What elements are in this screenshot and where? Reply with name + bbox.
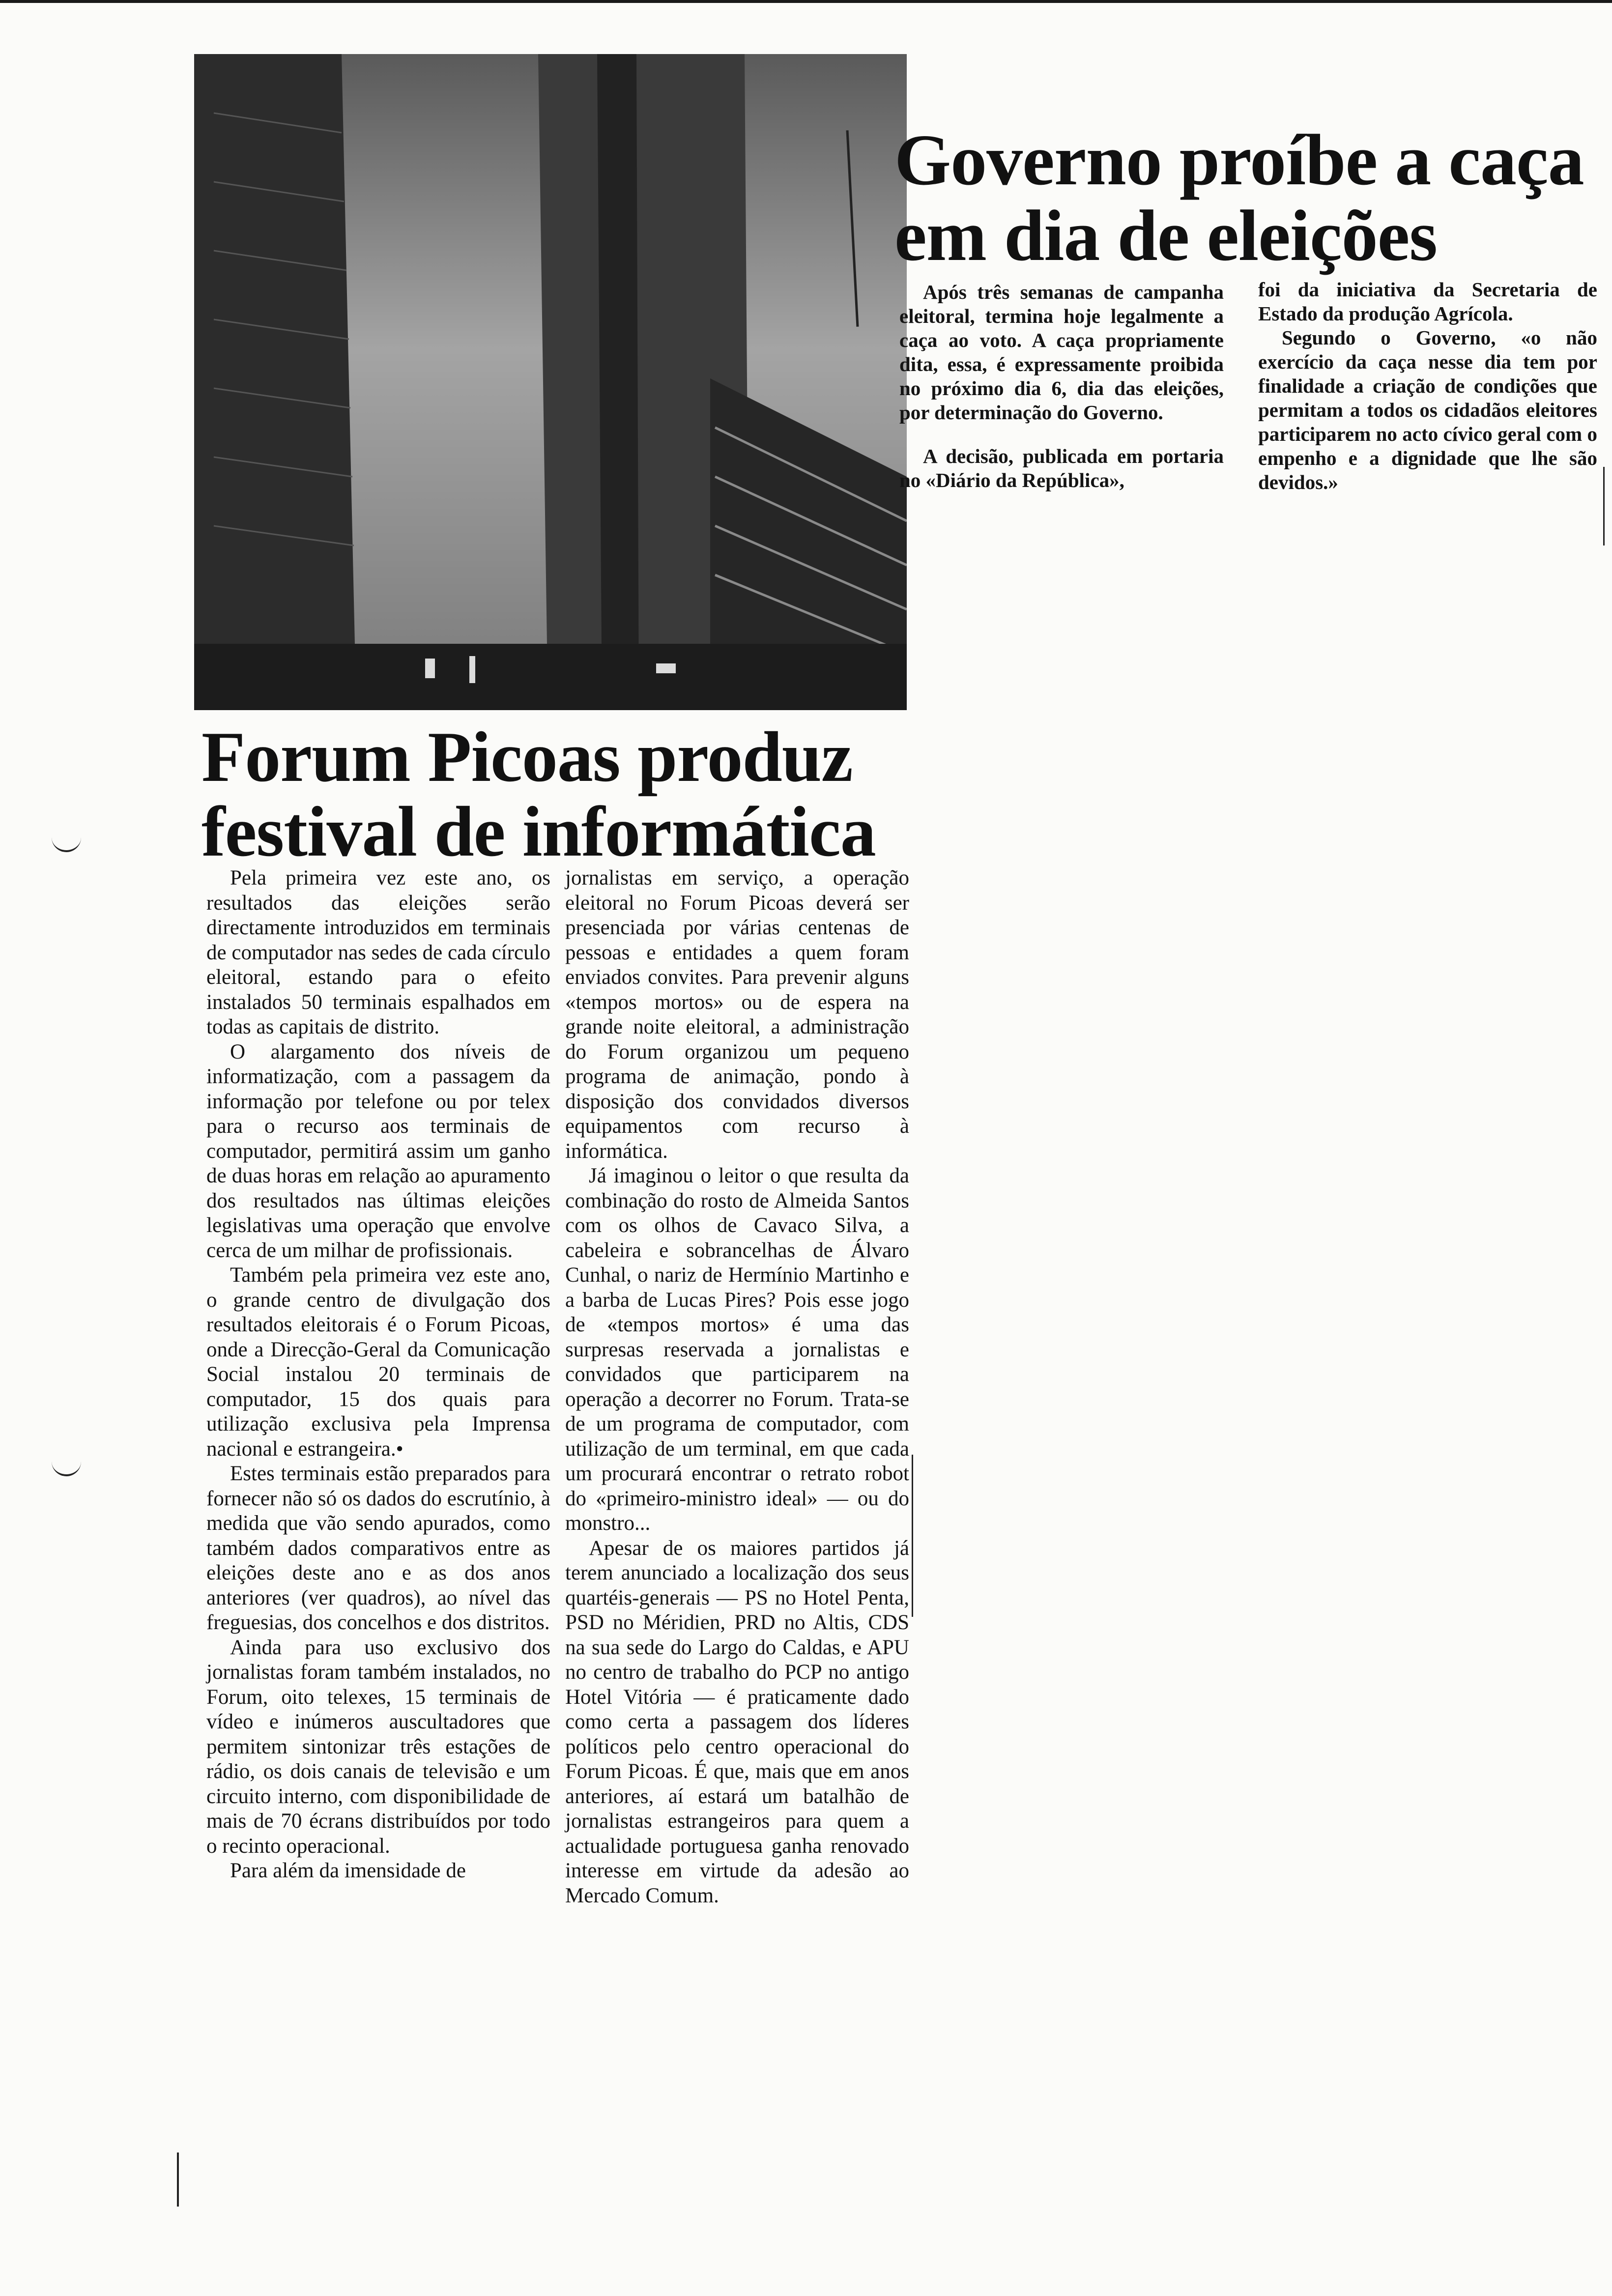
paragraph: Segundo o Governo, «o não exercício da caça nesse dia tem por finalidade a criação de condições que permitam a todos os cidadãos eleitores participarem no acto cívico geral com o empenho e a dignidade que lhe são devidos.» — [1258, 326, 1597, 493]
paragraph: jornalistas em serviço, a operação eleitoral no Forum Picoas deverá ser presenciada por várias centenas de pessoas e entidades a quem foram enviados convites. Para prevenir alguns «tempos mortos» ou de espera na grande noite eleitoral, a administração do Forum organizou um pequeno programa de animação, pondo à disposição dos convidados diversos equipamentos com recurso à informática. — [565, 866, 909, 1163]
page-top-border — [0, 0, 1612, 3]
paragraph: O alargamento dos níveis de informatização, com a passagem da informação por telefone ou por telex para o recurso aos terminais de computador, permitirá assim um ganho de duas horas em relação ao apuramento dos resultados nas últimas eleições legislativas uma operação que envolve cerca de um milhar de profissionais. — [206, 1040, 550, 1262]
headline-governo: Governo proíbe a caça em dia de eleições — [894, 120, 1584, 276]
paragraph: Estes terminais estão preparados para fornecer não só os dados do escrutínio, à medida que vão sendo apurados, como também dados comparativos entre as eleições deste ano e as dos anos anteriores (ver quadros), ao nível das freguesias, dos concelhos e dos distritos. — [206, 1462, 550, 1634]
building-illustration — [194, 54, 907, 710]
margin-mark — [177, 2152, 179, 2207]
paragraph: Já imaginou o leitor o que resulta da combinação do rosto de Almeida Santos com os olhos de Cavaco Silva, a cabeleira e sobrancelhas de Álvaro Cunhal, o nariz de Hermínio Martinho e a barba de Lucas Pires? Pois esse jogo de «tempos mortos» é uma das surpresas reservada a jornalistas e convidados que participarem na operação a decorrer no Forum. Trata-se de um programa de computador, com utilização de um terminal, em que cada um procurará encontrar o retrato robot do «primeiro-ministro ideal» — ou do monstro... — [565, 1164, 909, 1535]
column-rule — [912, 1455, 913, 1617]
article-forum-column-1 — [206, 866, 550, 1884]
article-governo-column-2 — [1258, 278, 1597, 494]
paragraph: foi da iniciativa da Secretaria de Estado da produção Agrícola. — [1258, 278, 1597, 325]
paragraph: Apesar de os maiores partidos já terem anunciado a localização dos seus quartéis-generais — PS no Hotel Penta, PSD no Méridien, PRD no Altis, CDS na sua sede do Largo do Caldas, e APU no centro de trabalho do PCP no antigo Hotel Vitória — é praticamente dado como certa a passagem dos líderes políticos pelo centro operacional do Forum Picoas. É que, mais que em anos anteriores, aí estará um batalhão de jornalistas estrangeiros para quem a actualidade portuguesa ganha renovado interesse em virtude da adesão ao Mercado Comum. — [565, 1536, 909, 1907]
paragraph: Pela primeira vez este ano, os resultados das eleições serão directamente introduzidos em terminais de computador nas sedes de cada círculo eleitoral, estando para o efeito instalados 50 terminais espalhados em todas as capitais de distrito. — [206, 866, 550, 1038]
forum-picoas-photo — [194, 54, 907, 710]
paragraph: Para além da imensidade de — [230, 1859, 466, 1882]
paragraph: Também pela primeira vez este ano, o grande centro de divulgação dos resultados eleitorais é o Forum Picoas, onde a Direcção-Geral da Comunicação Social instalou 20 terminais de computador, 15 dos quais para utilização exclusiva pela Imprensa nacional e estrangeira.• — [206, 1263, 550, 1461]
margin-mark — [52, 1460, 81, 1476]
article-forum-column-2 — [565, 866, 909, 1908]
margin-mark — [52, 835, 81, 852]
column-rule — [1603, 467, 1605, 545]
paragraph: A decisão, publicada em portaria no «Diário da República», — [899, 445, 1224, 491]
paragraph: Ainda para uso exclusivo dos jornalistas foram também instalados, no Forum, oito telexes, 15 terminais de vídeo e inúmeros auscultadores que permitem sintonizar três estações de rádio, os dois canais de televisão e um circuito interno, com disponibilidade de mais de 70 écrans distribuídos por todo o recinto operacional. — [206, 1636, 550, 1858]
article-governo-column-1 — [899, 280, 1224, 492]
paragraph: Após três semanas de campanha eleitoral, termina hoje legalmente a caça ao voto. A caça propriamente dita, essa, é expressamente proibida no próximo dia 6, dia das eleições, por determinação do Governo. — [899, 281, 1224, 424]
headline-forum-picoas: Forum Picoas produz festival de informática — [202, 717, 876, 871]
